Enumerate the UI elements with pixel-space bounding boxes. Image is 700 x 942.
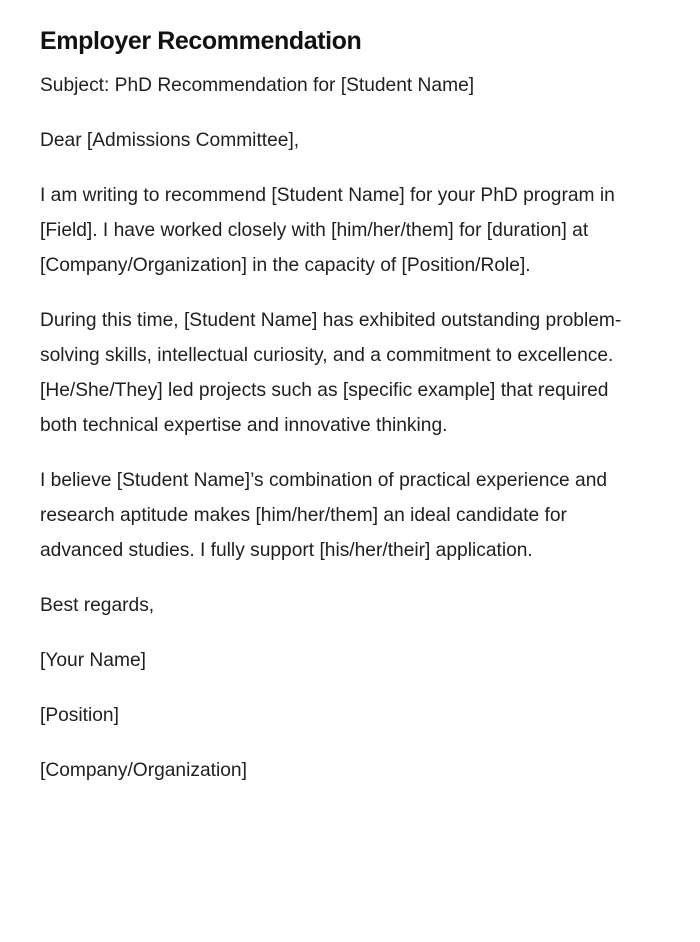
- document-title: Employer Recommendation: [40, 27, 362, 55]
- salutation: Dear [Admissions Committee],: [40, 130, 300, 151]
- body-paragraph-support: I believe [Student Name]’s combination of practical experience and research aptitude makes [him/her/them] an ideal candidate for advanced studies. I fully support [his/her/their] application.: [40, 470, 608, 561]
- subject-line: Subject: PhD Recommendation for [Student Name]: [40, 75, 475, 96]
- signature-organization: [Company/Organization]: [40, 760, 247, 781]
- body-paragraph-intro: I am writing to recommend [Student Name] for your PhD program in [Field]. I have worked closely with [him/her/them] for [duration] at [Company/Organization] in the capacity of [Position/Role].: [40, 185, 615, 276]
- body-paragraph-achievements: During this time, [Student Name] has exhibited outstanding problem-solving skills, intellectual curiosity, and a commitment to excellence. [He/She/They] led projects such as [specific example] that required both technical expertise and innovative thinking.: [40, 310, 622, 436]
- closing: Best regards,: [40, 595, 155, 616]
- signature-name: [Your Name]: [40, 650, 146, 671]
- signature-position: [Position]: [40, 705, 119, 726]
